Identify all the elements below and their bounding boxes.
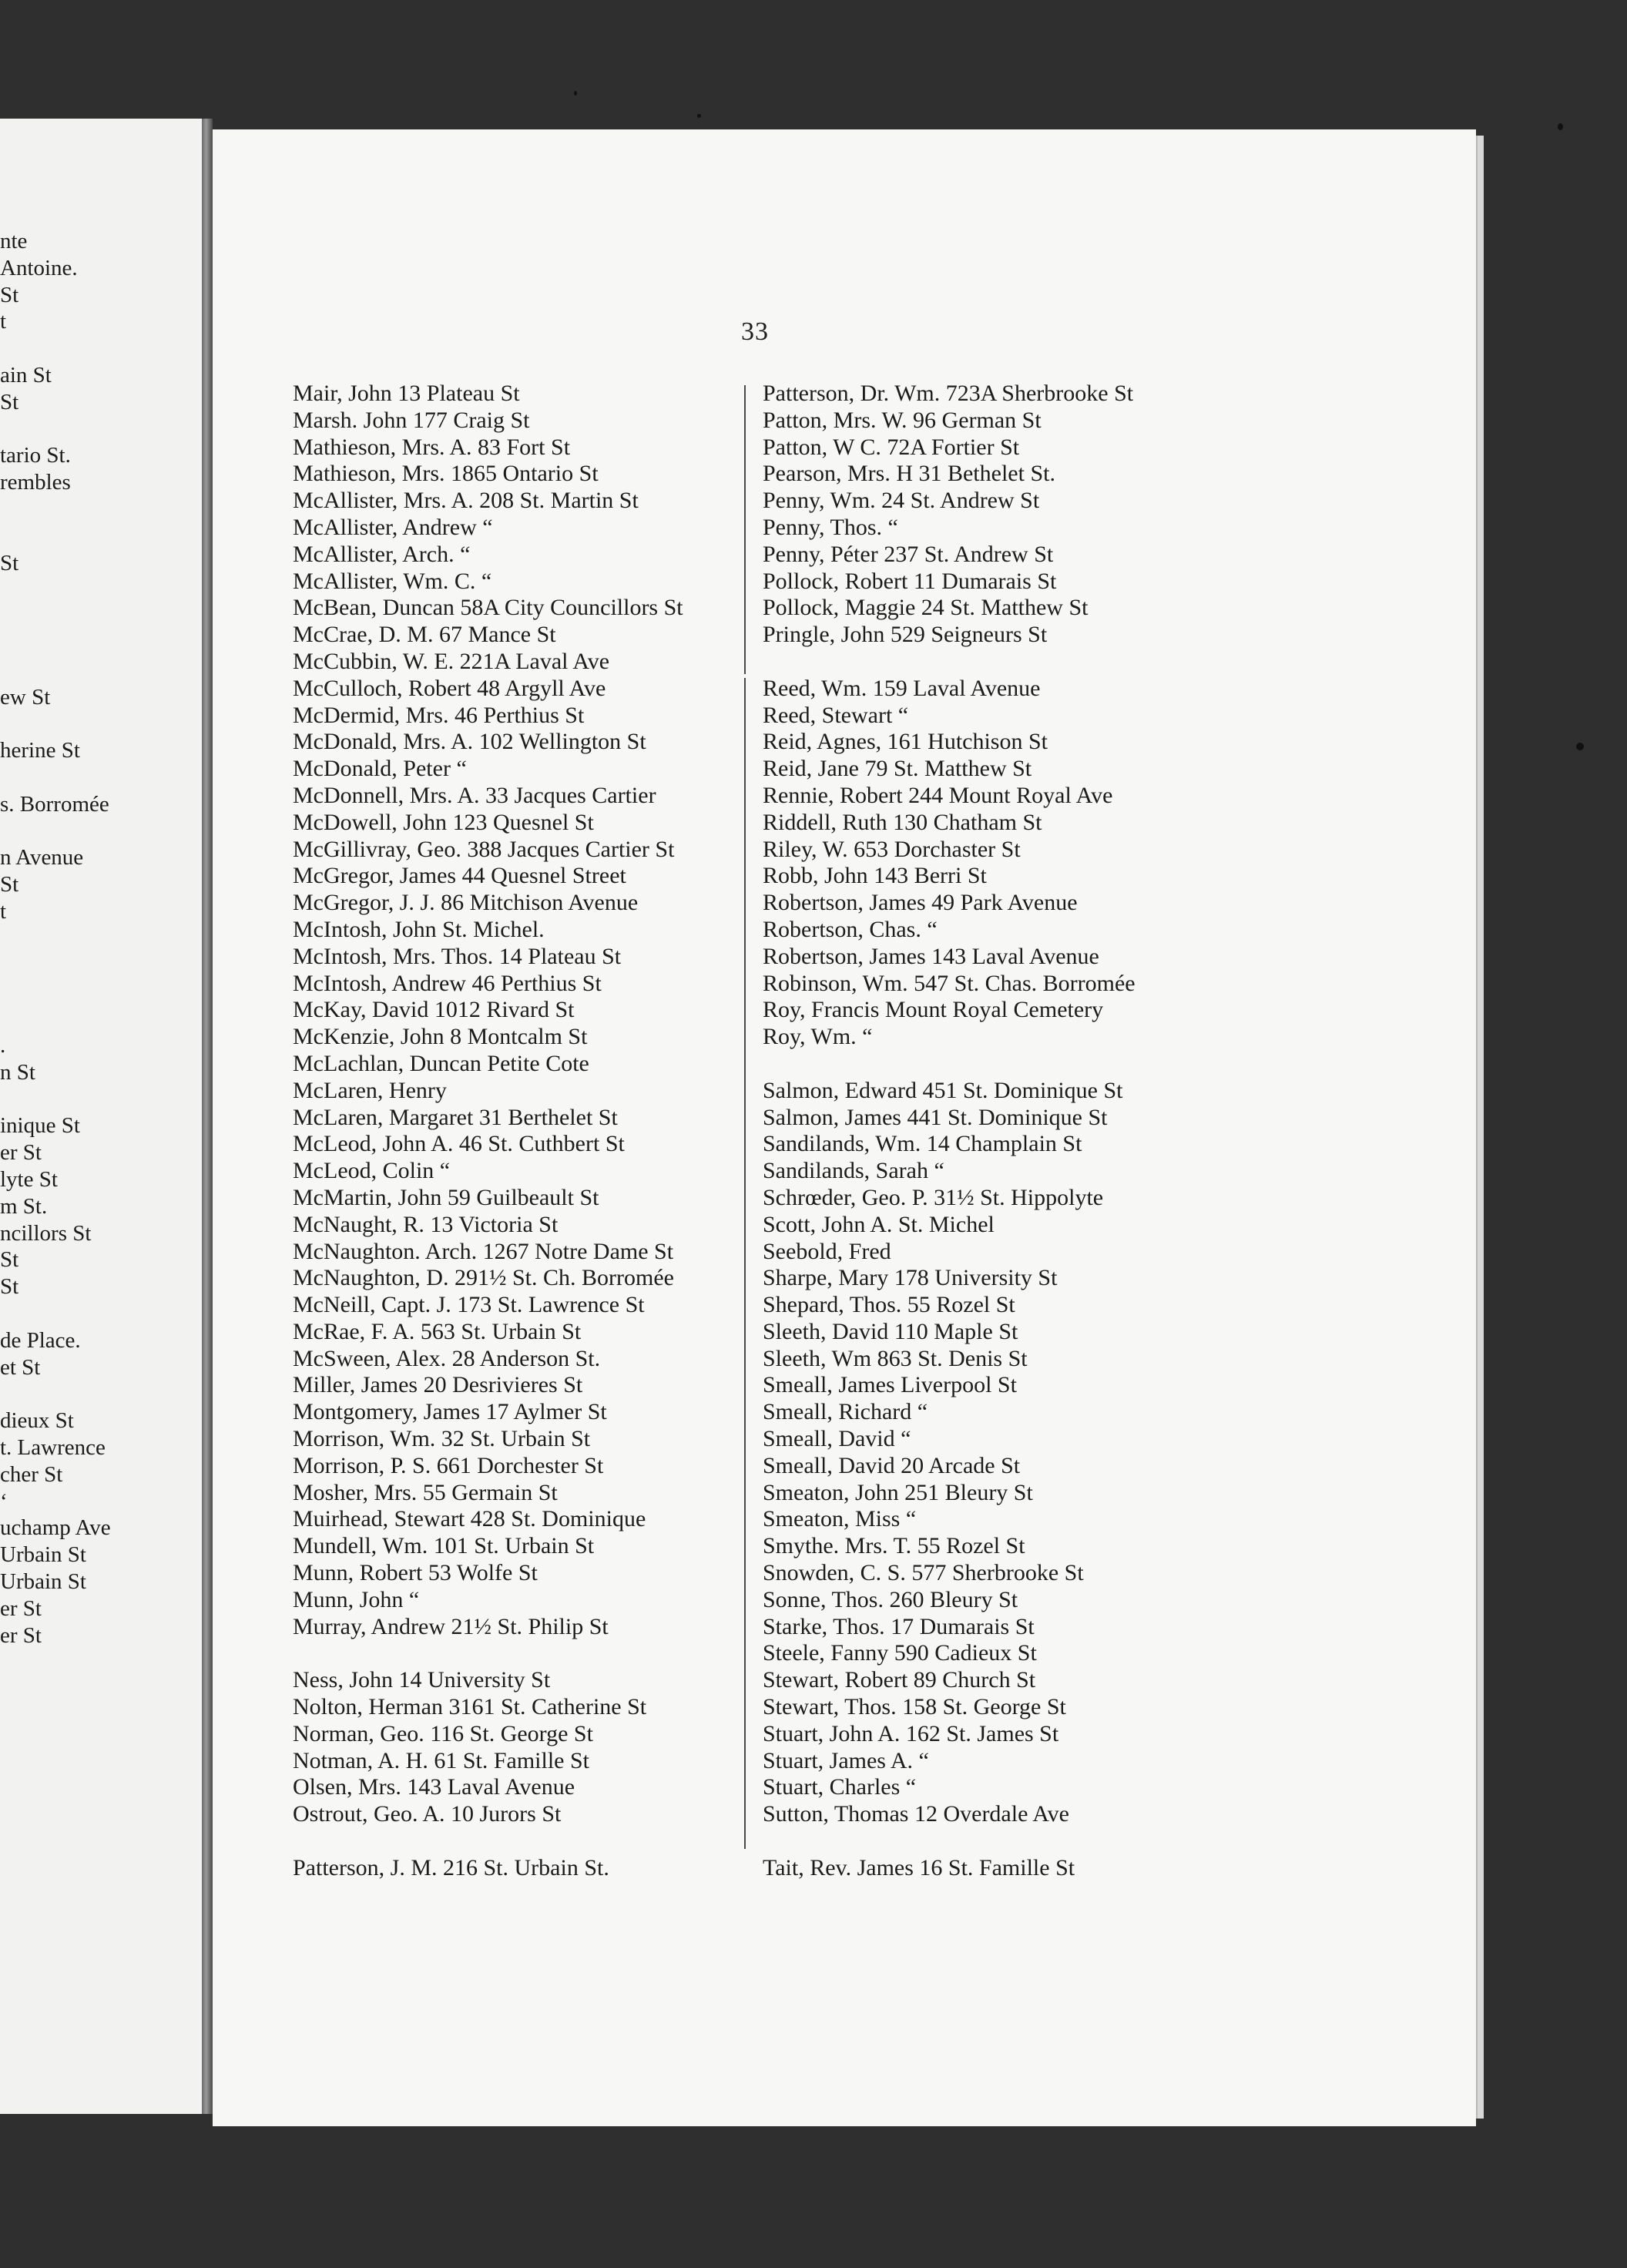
left-column-entry: McRae, F. A. 563 St. Urbain St — [293, 1318, 582, 1344]
left-page-text-fragment: Urbain St — [0, 1569, 86, 1594]
left-column-entry: Ness, John 14 University St — [293, 1667, 551, 1693]
right-column-entry: Smythe. Mrs. T. 55 Rozel St — [763, 1533, 1025, 1559]
left-page-text-fragment: Antoine. — [0, 255, 78, 280]
right-column-entry: Sonne, Thos. 260 Bleury St — [763, 1586, 1018, 1612]
left-column-entry: Mundell, Wm. 101 St. Urbain St — [293, 1533, 595, 1559]
right-column-entry: Schrœder, Geo. P. 31½ St. Hippolyte — [763, 1184, 1104, 1210]
right-column-entry: Robinson, Wm. 547 St. Chas. Borromée — [763, 970, 1136, 996]
left-column-entry: McMartin, John 59 Guilbeault St — [293, 1184, 599, 1210]
left-page-text-fragment: er St — [0, 1595, 42, 1621]
left-column-entry: Nolton, Herman 3161 St. Catherine St — [293, 1694, 647, 1720]
right-column-entry: Smeall, James Liverpool St — [763, 1372, 1017, 1398]
left-page-text-fragment: ain St — [0, 363, 52, 388]
left-column-entry: McGillivray, Geo. 388 Jacques Cartier St — [293, 836, 675, 862]
right-column-entry: Robertson, Chas. “ — [763, 916, 938, 942]
left-page-text-fragment: m St. — [0, 1193, 48, 1219]
left-column-entry: Munn, John “ — [293, 1586, 420, 1612]
left-column-entry: Montgomery, James 17 Aylmer St — [293, 1399, 607, 1425]
right-column-entry: Rennie, Robert 244 Mount Royal Ave — [763, 782, 1113, 808]
right-column-entry: Reed, Stewart “ — [763, 702, 909, 728]
left-column-entry: Munn, Robert 53 Wolfe St — [293, 1560, 538, 1586]
right-column-entry: Penny, Péter 237 St. Andrew St — [763, 541, 1054, 567]
right-column-entry: Robertson, James 49 Park Avenue — [763, 890, 1078, 916]
right-column-entry: Stuart, John A. 162 St. James St — [763, 1720, 1059, 1746]
left-page-text-fragment: St — [0, 872, 19, 897]
left-page-text-fragment: St — [0, 389, 19, 414]
right-column-entry: Pringle, John 529 Seigneurs St — [763, 622, 1048, 648]
column-divider-mid — [744, 678, 746, 1849]
right-column-entry: Penny, Wm. 24 St. Andrew St — [763, 488, 1040, 514]
dust-speck — [1558, 123, 1563, 130]
left-column-entry: McBean, Duncan 58A City Councillors St — [293, 595, 683, 621]
left-page-text-fragment: uchamp Ave — [0, 1515, 111, 1541]
right-column-entry: Stewart, Robert 89 Church St — [763, 1667, 1036, 1693]
right-column-entry: Sleeth, Wm 863 St. Denis St — [763, 1345, 1028, 1371]
left-column-entry: McLaren, Margaret 31 Berthelet St — [293, 1104, 618, 1130]
right-column-entry: Reed, Wm. 159 Laval Avenue — [763, 675, 1041, 701]
right-column-entry: Tait, Rev. James 16 St. Famille St — [763, 1854, 1075, 1880]
page-number: 33 — [741, 317, 769, 346]
right-column-entry: Robertson, James 143 Laval Avenue — [763, 943, 1099, 969]
left-column-entry: McNaughton. Arch. 1267 Notre Dame St — [293, 1238, 674, 1264]
left-page-text-fragment: cher St — [0, 1461, 63, 1487]
right-column-entry: Stuart, Charles “ — [763, 1774, 917, 1800]
right-column-entry: Sutton, Thomas 12 Overdale Ave — [763, 1801, 1069, 1827]
left-column-entry: Miller, James 20 Desrivieres St — [293, 1372, 583, 1398]
left-column-entry: McDowell, John 123 Quesnel St — [293, 809, 594, 835]
left-column-entry: McAllister, Wm. C. “ — [293, 568, 492, 594]
left-column-entry: Patterson, J. M. 216 St. Urbain St. — [293, 1854, 609, 1880]
left-column-entry: McDonald, Peter “ — [293, 756, 467, 782]
left-column-entry: McIntosh, Andrew 46 Perthius St — [293, 970, 602, 996]
left-page-text-fragment: t — [0, 899, 7, 924]
left-column-entry: McAllister, Mrs. A. 208 St. Martin St — [293, 488, 639, 514]
left-page-text-fragment: ew St — [0, 684, 51, 710]
directory-column-right — [763, 381, 1136, 1882]
left-page-text-fragment: herine St — [0, 738, 80, 763]
right-column-entry: Pollock, Robert 11 Dumarais St — [763, 568, 1057, 594]
left-page-text-fragment: ‘ — [0, 1488, 8, 1514]
right-column-entry: Steele, Fanny 590 Cadieux St — [763, 1640, 1037, 1666]
left-column-entry: McCrae, D. M. 67 Mance St — [293, 622, 556, 648]
left-column-entry: Mathieson, Mrs. 1865 Ontario St — [293, 461, 599, 487]
right-column-entry: Sharpe, Mary 178 University St — [763, 1265, 1058, 1291]
right-column-entry: Riley, W. 653 Dorchaster St — [763, 836, 1021, 862]
left-column-entry: McDonald, Mrs. A. 102 Wellington St — [293, 729, 646, 755]
left-column-entry: Mathieson, Mrs. A. 83 Fort St — [293, 434, 571, 460]
dust-speck — [697, 114, 701, 118]
left-column-entry: Morrison, P. S. 661 Dorchester St — [293, 1452, 604, 1478]
right-column-entry: Smeall, David 20 Arcade St — [763, 1452, 1021, 1478]
left-column-entry: Marsh. John 177 Craig St — [293, 407, 530, 433]
left-column-entry: McIntosh, Mrs. Thos. 14 Plateau St — [293, 943, 622, 969]
left-column-entry: McDermid, Mrs. 46 Perthius St — [293, 702, 585, 728]
left-column-entry: McLachlan, Duncan Petite Cote — [293, 1050, 589, 1076]
left-column-entry: McLaren, Henry — [293, 1077, 447, 1103]
left-page-text-fragment: s. Borromée — [0, 791, 109, 817]
right-column-entry: Smeall, Richard “ — [763, 1399, 928, 1425]
left-page-text-fragment: St — [0, 550, 19, 575]
left-column-entry: McGregor, James 44 Quesnel Street — [293, 863, 626, 889]
right-column-entry: Riddell, Ruth 130 Chatham St — [763, 809, 1042, 835]
right-column-entry: Starke, Thos. 17 Dumarais St — [763, 1613, 1035, 1639]
column-divider-top — [744, 385, 746, 674]
left-column-entry: McLeod, Colin “ — [293, 1158, 451, 1184]
section-gap — [293, 1640, 683, 1667]
left-column-entry: McNeill, Capt. J. 173 St. Lawrence St — [293, 1292, 645, 1318]
directory-column-left — [293, 381, 683, 1882]
left-page-text-fragment: inique St — [0, 1113, 80, 1139]
left-column-entry: McCulloch, Robert 48 Argyll Ave — [293, 675, 606, 701]
right-column-entry: Penny, Thos. “ — [763, 514, 898, 540]
right-column-entry: Smeall, David “ — [763, 1426, 911, 1452]
right-column-entry: Shepard, Thos. 55 Rozel St — [763, 1292, 1015, 1318]
left-column-entry: McNaughton, D. 291½ St. Ch. Borromée — [293, 1265, 674, 1291]
left-page-text-fragment: er St — [0, 1140, 42, 1166]
dust-speck — [1576, 743, 1584, 750]
left-column-entry: Ostrout, Geo. A. 10 Jurors St — [293, 1801, 562, 1827]
left-page-text-fragment: de Place. — [0, 1327, 81, 1353]
left-column-entry: McLeod, John A. 46 St. Cuthbert St — [293, 1131, 625, 1157]
left-column-entry: McNaught, R. 13 Victoria St — [293, 1211, 559, 1237]
left-page-text-fragment: dieux St — [0, 1408, 74, 1434]
left-column-entry: Muirhead, Stewart 428 St. Dominique — [293, 1506, 646, 1532]
left-page-text-fragment: et St — [0, 1354, 41, 1380]
right-column-entry: Smeaton, John 251 Bleury St — [763, 1479, 1033, 1505]
left-page-fragment — [0, 119, 202, 2114]
right-column-entry: Patton, W C. 72A Fortier St — [763, 434, 1020, 460]
left-page-text-fragment: n St — [0, 1059, 35, 1085]
left-column-entry: McAllister, Arch. “ — [293, 541, 471, 567]
right-column-entry: Sandilands, Wm. 14 Champlain St — [763, 1131, 1082, 1157]
section-gap — [293, 1828, 683, 1855]
left-page-text-fragment: tario St. — [0, 443, 71, 468]
right-column-entry: Patton, Mrs. W. 96 German St — [763, 407, 1042, 433]
right-column-entry: Roy, Francis Mount Royal Cemetery — [763, 997, 1104, 1023]
right-column-entry: Patterson, Dr. Wm. 723A Sherbrooke St — [763, 381, 1134, 406]
right-column-entry: Reid, Jane 79 St. Matthew St — [763, 756, 1032, 782]
left-page-text-fragment: n Avenue — [0, 845, 84, 871]
left-column-entry: Olsen, Mrs. 143 Laval Avenue — [293, 1774, 575, 1800]
right-column-entry: Stewart, Thos. 158 St. George St — [763, 1694, 1066, 1720]
left-page-text-fragment: St — [0, 1247, 19, 1273]
left-column-entry: Murray, Andrew 21½ St. Philip St — [293, 1613, 609, 1639]
right-column-entry: Snowden, C. S. 577 Sherbrooke St — [763, 1560, 1084, 1586]
page-edge — [1476, 136, 1484, 2119]
left-column-entry: McAllister, Andrew “ — [293, 514, 493, 540]
left-page-text-fragment: rembles — [0, 470, 71, 495]
right-column-entry: Salmon, James 441 St. Dominique St — [763, 1104, 1108, 1130]
left-column-entry: McIntosh, John St. Michel. — [293, 916, 545, 942]
left-column-entry: McCubbin, W. E. 221A Laval Ave — [293, 648, 610, 674]
right-column-entry: Reid, Agnes, 161 Hutchison St — [763, 729, 1048, 755]
left-page-text-fragment: t. Lawrence — [0, 1435, 106, 1460]
right-column-entry: Stuart, James A. “ — [763, 1747, 929, 1773]
left-page-text-fragment: . — [0, 1033, 6, 1058]
left-column-entry: Mair, John 13 Plateau St — [293, 381, 520, 406]
left-column-entry: Mosher, Mrs. 55 Germain St — [293, 1479, 558, 1505]
right-column-entry: Sleeth, David 110 Maple St — [763, 1318, 1018, 1344]
left-column-entry: Morrison, Wm. 32 St. Urbain St — [293, 1426, 591, 1452]
dust-speck — [574, 91, 577, 96]
left-page-text-fragment: St — [0, 1274, 19, 1300]
book-gutter — [202, 119, 213, 2114]
right-column-entry: Pearson, Mrs. H 31 Bethelet St. — [763, 461, 1055, 487]
section-gap — [763, 1051, 1136, 1078]
right-column-entry: Sandilands, Sarah “ — [763, 1158, 944, 1184]
left-column-entry: Notman, A. H. 61 St. Famille St — [293, 1747, 590, 1773]
right-column-entry: Smeaton, Miss “ — [763, 1506, 917, 1532]
left-column-entry: McDonnell, Mrs. A. 33 Jacques Cartier — [293, 782, 656, 808]
right-column-entry: Robb, John 143 Berri St — [763, 863, 987, 889]
left-page-text-fragment: nte — [0, 229, 28, 253]
right-column-entry: Seebold, Fred — [763, 1238, 891, 1264]
right-column-entry: Scott, John A. St. Michel — [763, 1211, 995, 1237]
left-page-text-fragment: Urbain St — [0, 1542, 86, 1568]
right-column-entry: Salmon, Edward 451 St. Dominique St — [763, 1077, 1123, 1103]
left-page-text-fragment: ncillors St — [0, 1220, 92, 1246]
left-column-entry: McSween, Alex. 28 Anderson St. — [293, 1345, 601, 1371]
right-column-entry: Roy, Wm. “ — [763, 1024, 873, 1050]
left-column-entry: McKay, David 1012 Rivard St — [293, 997, 575, 1023]
left-column-entry: McGregor, J. J. 86 Mitchison Avenue — [293, 890, 639, 916]
left-column-entry: Norman, Geo. 116 St. George St — [293, 1720, 593, 1746]
right-column-entry: Pollock, Maggie 24 St. Matthew St — [763, 595, 1089, 621]
left-page-text-fragment: er St — [0, 1622, 42, 1648]
left-page-text-fragment: t — [0, 309, 7, 334]
left-page-text-fragment: St — [0, 282, 19, 307]
section-gap — [763, 1828, 1136, 1855]
section-gap — [763, 649, 1136, 676]
left-column-entry: McKenzie, John 8 Montcalm St — [293, 1024, 588, 1050]
left-page-text-fragment: lyte St — [0, 1167, 58, 1192]
